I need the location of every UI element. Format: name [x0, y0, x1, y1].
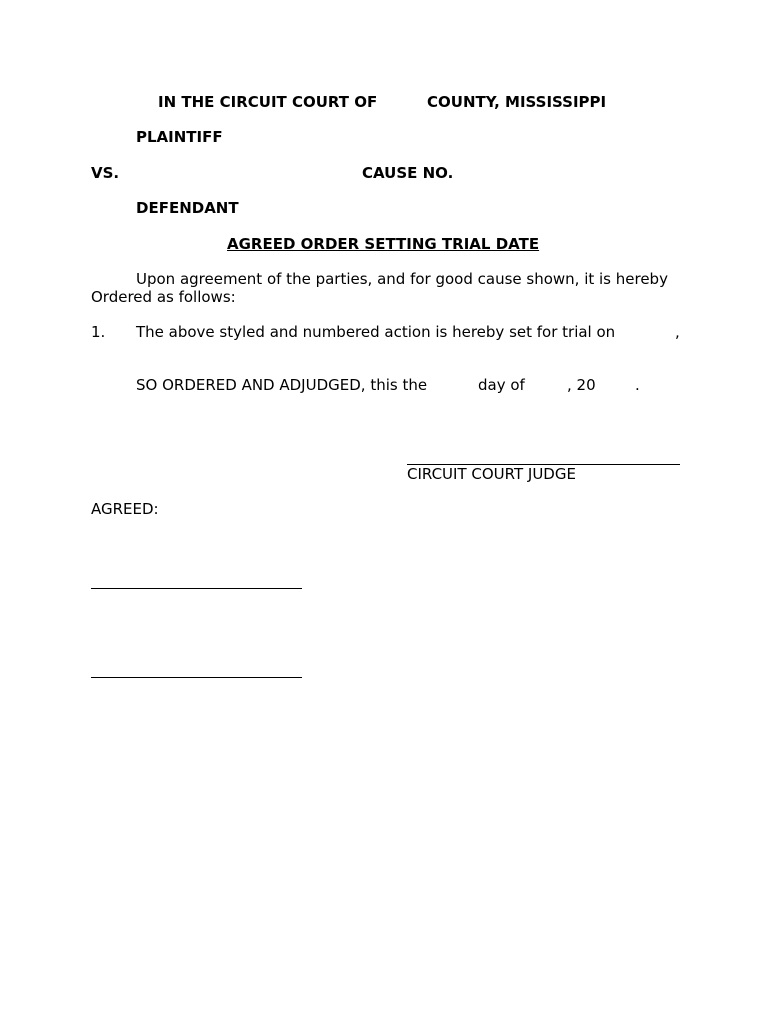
defendant-label: DEFENDANT	[136, 199, 239, 217]
county-state: COUNTY, MISSISSIPPI	[427, 93, 607, 111]
agreed-label: AGREED:	[91, 500, 159, 518]
document-title: AGREED ORDER SETTING TRIAL DATE	[227, 235, 540, 253]
cause-number-label: CAUSE NO.	[362, 164, 454, 182]
court-name-prefix: IN THE CIRCUIT COURT OF	[158, 93, 378, 111]
year-prefix: , 20	[567, 376, 596, 394]
item-text: The above styled and numbered action is hereby set for trial on	[136, 323, 616, 341]
intro-line-2: Ordered as follows:	[91, 288, 236, 306]
plaintiff-label: PLAINTIFF	[136, 128, 223, 146]
so-ordered-text: SO ORDERED AND ADJUDGED, this the	[136, 376, 428, 394]
agreed-signature-line-2	[91, 677, 302, 678]
agreed-signature-line-1	[91, 588, 302, 589]
judge-label: CIRCUIT COURT JUDGE	[407, 465, 576, 483]
versus-label: VS.	[91, 164, 120, 182]
item-number: 1.	[91, 323, 106, 341]
closing-period: .	[635, 376, 640, 394]
intro-line-1: Upon agreement of the parties, and for good cause shown, it is hereby	[136, 270, 668, 288]
item-comma: ,	[675, 323, 680, 341]
day-of-text: day of	[478, 376, 525, 394]
